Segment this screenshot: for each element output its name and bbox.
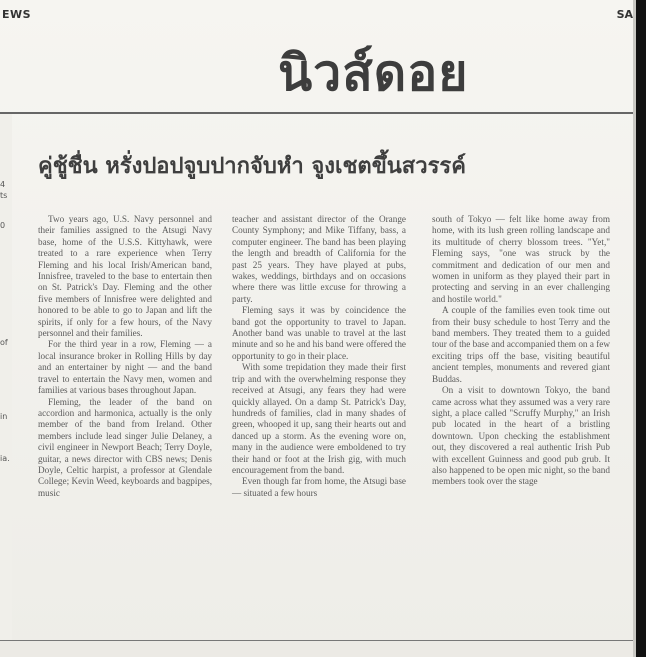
article-headline: คู่ชู้ชื่น หรั่งปอปจูบปากจับหำ จูงเชตขึ้นสวรรค์ [38, 154, 466, 179]
section-label-left: EWS [2, 8, 32, 21]
article-paragraph: A couple of the families even took time out from their busy schedule to host Terry and the band members. They treated them to a guided tour of the base and accompanied them on a few exciting trips off the base, visiting beautiful ancient temples, monuments and revered giant Buddas. [432, 305, 610, 384]
left-fragment: in [0, 412, 8, 421]
section-label-right: SA [616, 8, 633, 21]
scan-dark-edge [636, 0, 646, 657]
article-paragraph: Fleming, the leader of the band on accordion and harmonica, actually is the only member of the band from Ireland. Other members include lead singer Julie Delaney, a civil engineer in Newport Beach; Terry Doyle, guitar, a news director with CBS news; Denis Doyle, Celtic harpist, a professor at Glendale College; Kevin Weed, keyboards and bagpipes, music [38, 396, 212, 498]
article-paragraph: teacher and assistant director of the Orange County Symphony; and Mike Tiffany, bass, a computer engineer. The band has been playing the length and breadth of California for the past 25 years. They have played at pubs, wakes, weddings, birthdays and on occasions where there was little excuse for throwing a party. [232, 214, 406, 304]
page-bottom-band [0, 641, 633, 657]
article-column-3 [432, 214, 610, 488]
left-fragment: ts [0, 191, 8, 200]
article-paragraph: For the third year in a row, Fleming — a local insurance broker in Rolling Hills by day and an entertainer by night — and the band travel to entertain the Navy men, women and families at various bases throughout Japan. [38, 339, 212, 396]
article-column-2 [232, 214, 406, 499]
article-paragraph: Even though far from home, the Atsugi base — situated a few hours [232, 476, 406, 498]
article-paragraph: With some trepidation they made their first trip and with the overwhelming response they received at Atsugi, any fears they had were quickly allayed. On a damp St. Patrick's Day, hundreds of families, clad in many shades of green, whooped it up, sang their hearts out and danced up a storm. As the evening wore on, many in the audience were emboldened to try their hand or foot at the Irish gig, with much encouragement from the band. [232, 362, 406, 475]
left-fragment: 4 [0, 180, 6, 189]
left-fragment: of [0, 338, 8, 347]
article-paragraph: Fleming says it was by coincidence the band got the opportunity to travel to Japan. Another band was unable to travel at the last minute and so he and his band were offered the opportunity to go in their place. [232, 305, 406, 361]
article-column-1 [38, 214, 212, 499]
masthead-title: นิวส์ดอย [278, 44, 469, 102]
article-paragraph: On a visit to downtown Tokyo, the band came across what they assumed was a very rare sight, a place called "Scruffy Murphy," an Irish pub located in the heart of a bristling downtown. Upon checking the establishment out, they discovered a real authentic Irish Pub with excellent Guinness and good pub grub. It also happened to be open mic night, so the band members took over the stage [432, 385, 610, 487]
adjacent-page-strip [0, 114, 12, 657]
left-fragment: ia. [0, 454, 10, 463]
masthead-rule [0, 112, 633, 114]
left-fragment: 0 [0, 221, 6, 230]
article-paragraph: south of Tokyo — felt like home away from home, with its lush green rolling landscape and its multitude of cherry blossom trees. "Yet," Fleming says, "one was struck by the commitment and dedication of our men and women in uniform as they played their part in protecting and serving in an ever challenging and hostile world." [432, 214, 610, 304]
article-paragraph: Two years ago, U.S. Navy personnel and their families assigned to the Atsugi Navy base, home of the U.S.S. Kittyhawk, were treated to a rare experience when Terry Fleming and his local Irish/American band, Innisfree, traveled to the base to entertain then on St. Patrick's Day. Fleming and the other five members of Innisfree were delighted and honored to be able to go to Japan and lift the spirits, if only for a few hours, of the Navy personnel and their families. [38, 214, 212, 339]
